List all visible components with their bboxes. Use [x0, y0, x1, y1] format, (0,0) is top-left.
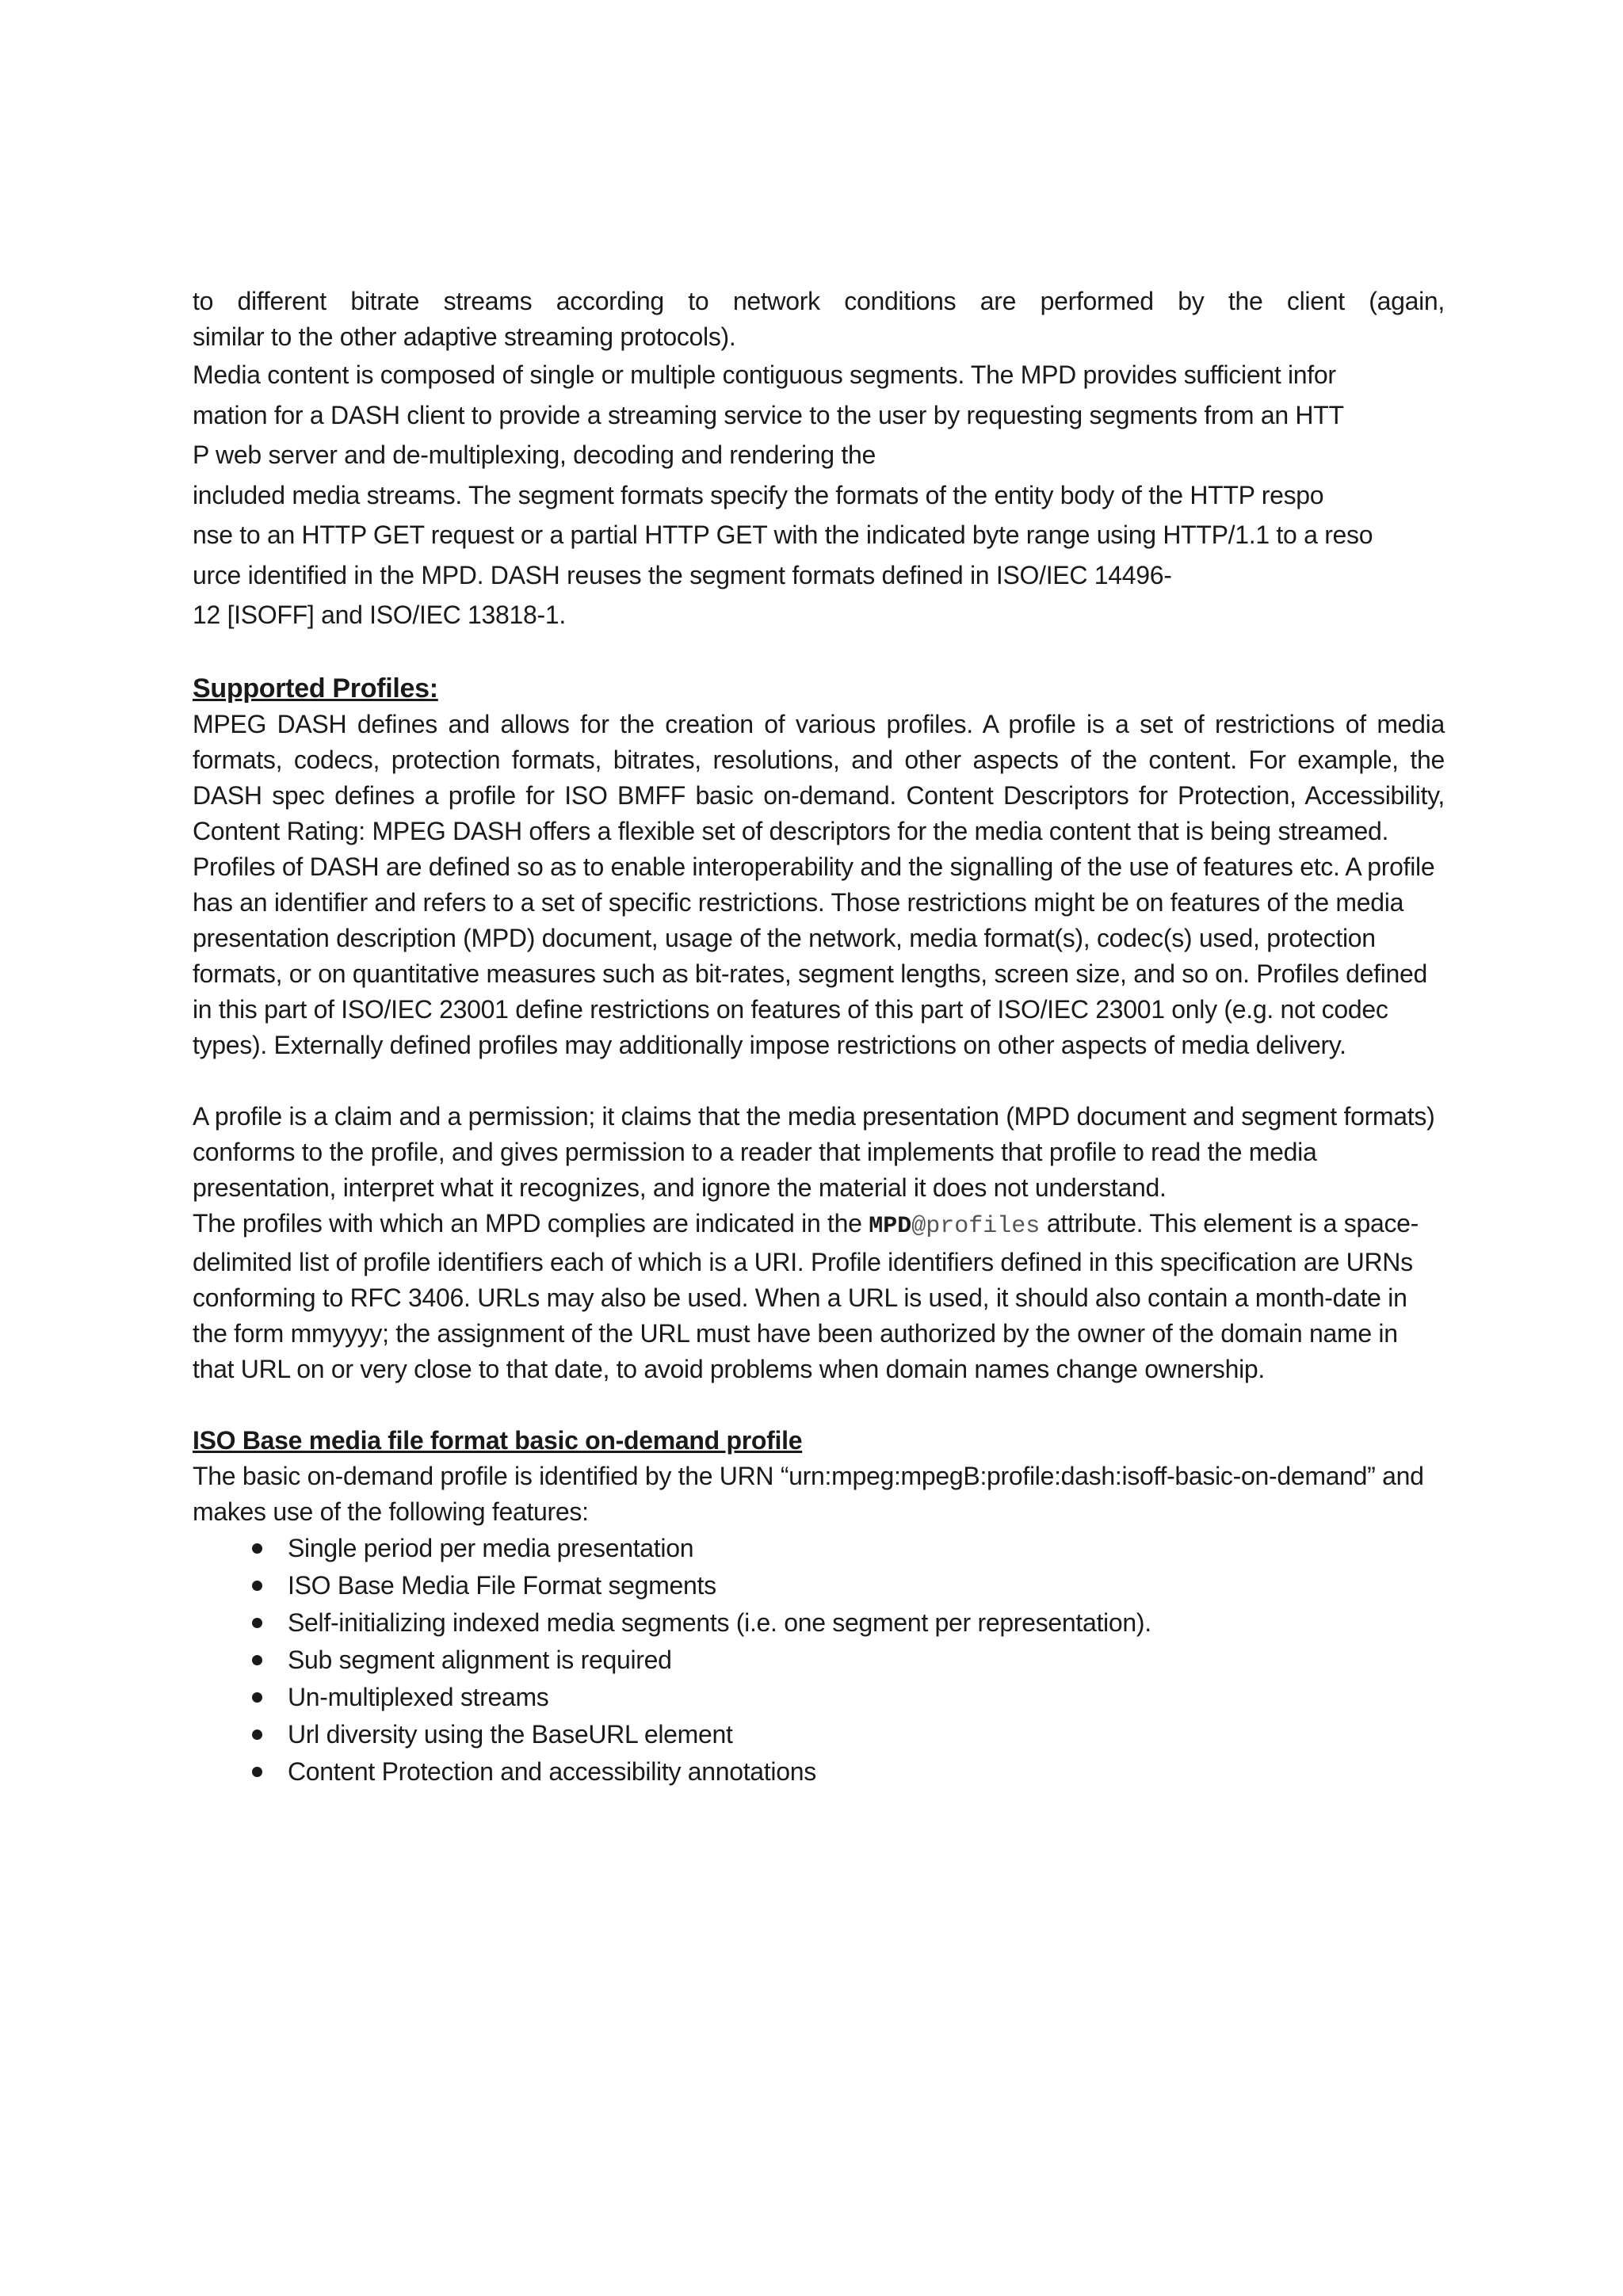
intro-line-1: to different bitrate streams according to network conditions are performed by the client (again, — [193, 287, 1445, 315]
feature-text: Un-multiplexed streams — [288, 1682, 549, 1711]
profiles-paragraph-4-lead: The profiles with which an MPD complies are indicated in the — [193, 1208, 869, 1238]
profiles-paragraph-2: Profiles of DASH are defined so as to enable interoperability and the signalling of the use of features etc. A profile has an identifier and refers to a set of specific restrictions. Those restrictions might be on features of the media presentation description (MPD) document, usage of the network, media format(s), codec(s) used, protection formats, or on quantitative measures such as bit-rates, segment lengths, screen size, and so on. Profiles defined in this part of ISO/IEC 23001 define restrictions on features of this part of ISO/IEC 23001 only (e.g. not codec types). Externally defined profiles may additionally impose restrictions on other aspects of media delivery. — [193, 852, 1435, 1059]
media-content-paragraph — [193, 355, 1445, 635]
media-line: urce identified in the MPD. DASH reuses the segment formats defined in ISO/IEC 14496- — [193, 560, 1172, 589]
media-line: included media streams. The segment formats specify the formats of the entity body of the HTTP respo — [193, 480, 1324, 509]
bullet-icon — [252, 1581, 262, 1591]
feature-text: ISO Base Media File Format segments — [288, 1570, 716, 1600]
bullet-icon — [252, 1692, 262, 1703]
feature-text: Content Protection and accessibility annotations — [288, 1756, 816, 1786]
intro-line-2: similar to the other adaptive streaming protocols). — [193, 322, 736, 351]
profiles-paragraph-3: A profile is a claim and a permission; it claims that the media presentation (MPD document and segment formats) conforms to the profile, and gives permission to a reader that implements that profile to read the media presentation, interpret what it recognizes, and ignore the material it does not understand. — [193, 1101, 1435, 1202]
feature-list — [193, 1530, 1445, 1791]
bullet-icon — [252, 1767, 262, 1777]
list-item — [193, 1604, 1445, 1642]
list-item — [193, 1530, 1445, 1567]
mpd-code: MPD — [869, 1212, 912, 1240]
media-line: Media content is composed of single or multiple contiguous segments. The MPD provides sufficient infor — [193, 360, 1336, 389]
feature-text: Self-initializing indexed media segments (i.e. one segment per representation). — [288, 1608, 1151, 1637]
iso-profile-heading: ISO Base media file format basic on-demand profile — [193, 1425, 803, 1455]
media-line: mation for a DASH client to provide a streaming service to the user by requesting segments from an HTT — [193, 400, 1344, 429]
feature-text: Single period per media presentation — [288, 1533, 694, 1562]
profiles-paragraph-4 — [193, 1206, 1445, 1387]
bullet-icon — [252, 1543, 262, 1554]
feature-text: Url diversity using the BaseURL element — [288, 1719, 733, 1749]
iso-profile-intro: The basic on-demand profile is identified by the URN “urn:mpeg:mpegB:profile:dash:isoff-basic-on-demand” and makes use of the following features: — [193, 1461, 1424, 1526]
profiles-paragraph-4-rest: attribute. This element is a space-delimited list of profile identifiers each of which is a URI. Profile identifiers defined in this specification are URNs conforming to RFC 3406. URLs may also be used. When a URL is used, it should also contain a month-date in the form mmyyyy; the assignment of the URL must have been authorized by the owner of the domain name in that URL on or very close to that date, to avoid problems when domain names change ownership. — [193, 1208, 1419, 1383]
media-line: nse to an HTTP GET request or a partial HTTP GET with the indicated byte range using HTTP/1.1 to a reso — [193, 521, 1373, 549]
profiles-attribute-code: @profiles — [911, 1212, 1041, 1240]
feature-text: Sub segment alignment is required — [288, 1645, 672, 1674]
media-line: P web server and de-multiplexing, decoding and rendering the — [193, 441, 876, 469]
list-item — [193, 1679, 1445, 1716]
bullet-icon — [252, 1730, 262, 1740]
document-page — [193, 284, 1445, 1791]
media-line: 12 [ISOFF] and ISO/IEC 13818-1. — [193, 601, 566, 629]
list-item — [193, 1642, 1445, 1679]
bullet-icon — [252, 1655, 262, 1665]
list-item — [193, 1567, 1445, 1604]
profiles-paragraph-1: MPEG DASH defines and allows for the creation of various profiles. A profile is a set of restrictions of media formats, codecs, protection formats, bitrates, resolutions, and other aspects of the content. For example, the DASH spec defines a profile for ISO BMFF basic on-demand. Content Descriptors for Protection, Accessibility, Content Rating: MPEG DASH offers a flexible set of descriptors for the media content that is being streamed. — [193, 709, 1445, 845]
list-item — [193, 1716, 1445, 1753]
list-item — [193, 1753, 1445, 1791]
bullet-icon — [252, 1618, 262, 1628]
supported-profiles-heading: Supported Profiles: — [193, 673, 438, 704]
